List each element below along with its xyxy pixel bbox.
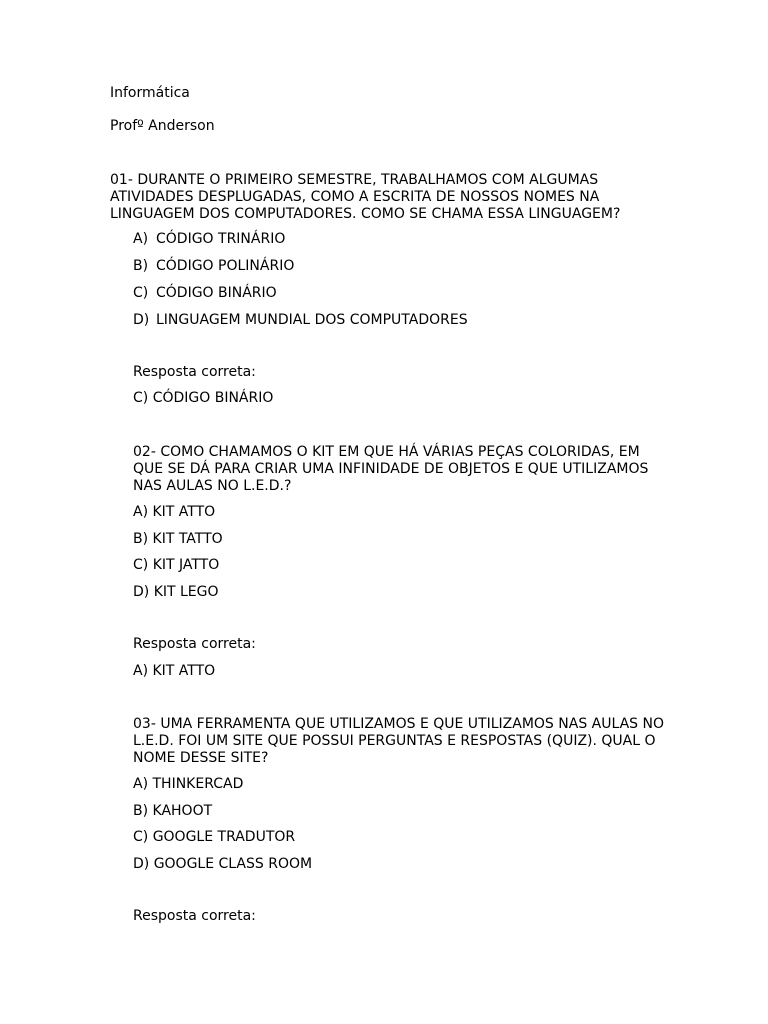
option-text: LINGUAGEM MUNDIAL DOS COMPUTADORES (156, 312, 468, 328)
question-3-text: 03- UMA FERRAMENTA QUE UTILIZAMOS E QUE UTILIZAMOS NAS AULAS NO L.E.D. FOI UM SITE QUE POSSUI PERGUNTAS E RESPOSTAS (QUIZ). QUAL O NOME DESSE SITE? (133, 716, 665, 766)
question-1-option-c (133, 285, 277, 302)
option-letter: C) (133, 285, 149, 301)
subject-title: Informática (110, 85, 190, 101)
question-3-option-a: A) THINKERCAD (133, 776, 244, 792)
question-2-text: 02- COMO CHAMAMOS O KIT EM QUE HÁ VÁRIAS PEÇAS COLORIDAS, EM QUE SE DÁ PARA CRIAR UMA INFINIDADE DE OBJETOS E QUE UTILIZAMOS NAS AULAS NO L.E.D.? (133, 444, 649, 494)
question-1-answer-label: Resposta correta: (133, 364, 256, 380)
question-2-answer: A) KIT ATTO (133, 663, 216, 679)
teacher-name: Profº Anderson (110, 118, 215, 134)
option-letter: A) (133, 231, 149, 247)
question-1-text: 01- DURANTE O PRIMEIRO SEMESTRE, TRABALHAMOS COM ALGUMAS ATIVIDADES DESPLUGADAS, COMO A ESCRITA DE NOSSOS NOMES NA LINGUAGEM DOS COMPUTADORES. COMO SE CHAMA ESSA LINGUAGEM? (110, 172, 621, 222)
question-2-answer-label: Resposta correta: (133, 636, 256, 652)
option-letter: B) (133, 258, 149, 274)
option-text: CÓDIGO BINÁRIO (156, 285, 277, 301)
question-2-option-d: D) KIT LEGO (133, 584, 219, 600)
question-3-option-d: D) GOOGLE CLASS ROOM (133, 856, 313, 872)
question-2-option-b: B) KIT TATTO (133, 531, 223, 547)
question-1-option-d (133, 312, 468, 329)
question-3-option-b: B) KAHOOT (133, 803, 213, 819)
question-1-option-b (133, 258, 294, 275)
option-letter: D) (133, 312, 150, 328)
option-text: CÓDIGO TRINÁRIO (156, 231, 286, 247)
question-2-option-c: C) KIT JATTO (133, 557, 220, 573)
option-text: CÓDIGO POLINÁRIO (156, 258, 295, 274)
question-3-option-c: C) GOOGLE TRADUTOR (133, 829, 296, 845)
question-1-option-a (133, 231, 285, 248)
question-3-answer-label: Resposta correta: (133, 908, 256, 924)
question-1-answer: C) CÓDIGO BINÁRIO (133, 390, 274, 406)
question-2-option-a: A) KIT ATTO (133, 504, 216, 520)
